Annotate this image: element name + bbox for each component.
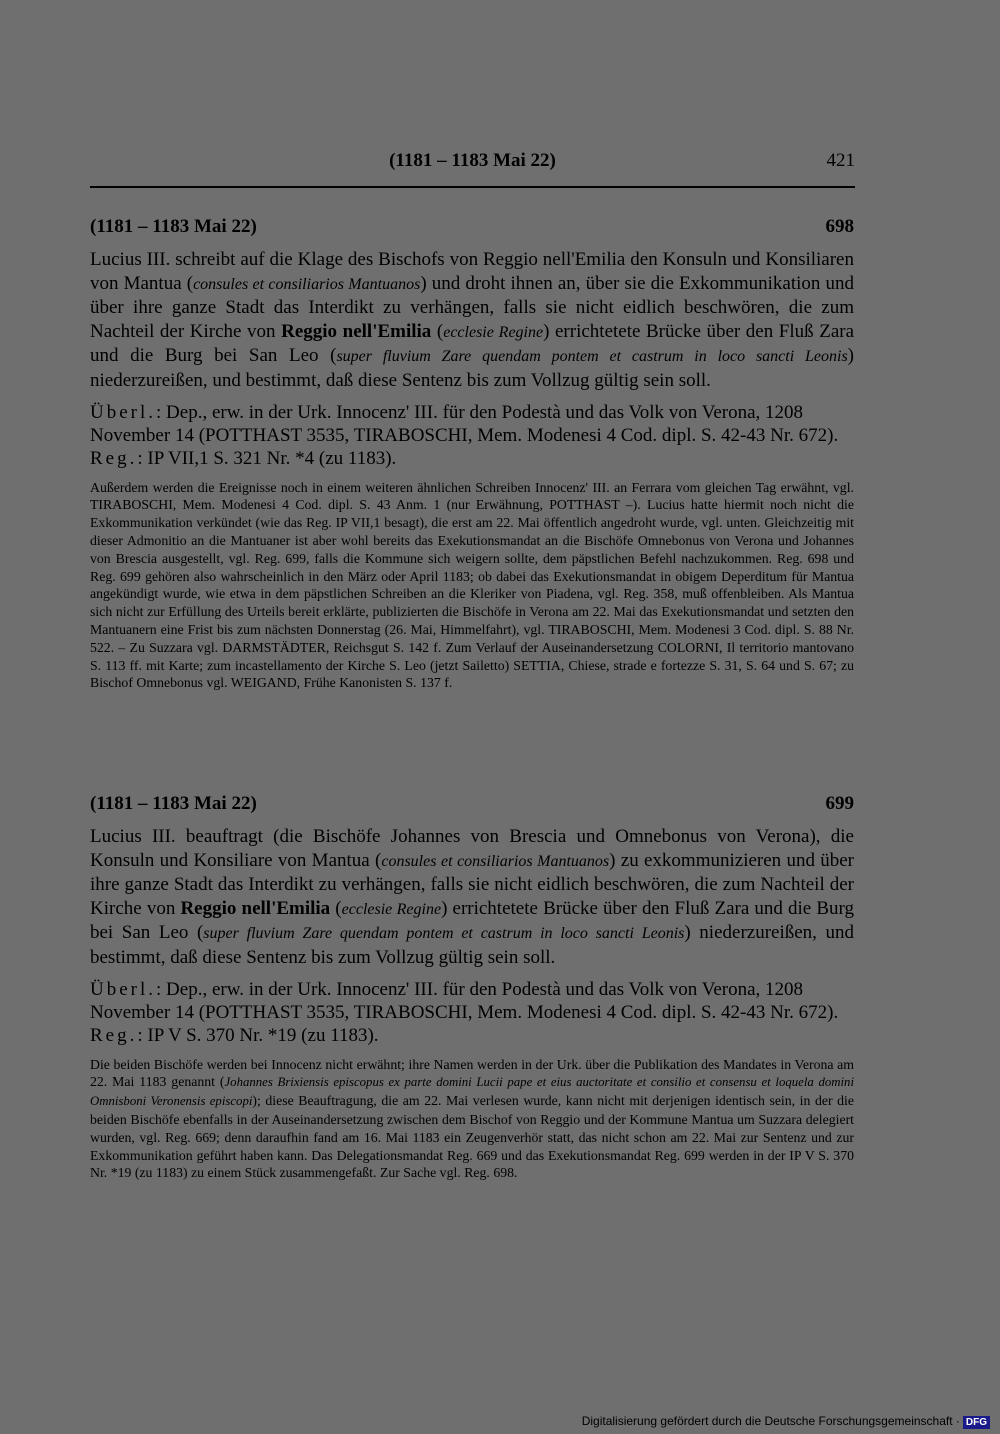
- footer-text: Digitalisierung gefördert durch die Deutsche Forschungsgemeinschaft ·: [581, 1414, 960, 1428]
- text-run: ) errichtetete Brücke über den Fluß Zara und die Burg bei San Leo (: [90, 320, 855, 367]
- text-run: ) errichtetete Brücke über den Fluß Zara und die Burg bei San Leo (: [90, 897, 855, 944]
- regest-entry-698: [90, 216, 854, 692]
- text-run: ); diese Beauftragung, die am 22. Mai verlesen wurde, kann nicht mit derjenigen identisch sein, in der die beiden Bischöfe ebenfalls in der Auseinandersetzung zwischen dem Bischof von Reggio und der Kommune Mantua um Suzzara delegiert wurden, vgl. Reg. 669; denn daraufhin fand am 16. Mai 1183 ein Zeugenverhör statt, das nicht schon am 22. Mai zur Sentenz und zur Exkommunikation geführt haben kann. Das Delegationsmandat Reg. 669 und das Exekutionsmandat Reg. 699 werden in der IP V S. 370 Nr. *19 (zu 1183) zu einem Stück zusammengefaßt. Zur Sache vgl. Reg. 698.: [90, 1093, 854, 1181]
- entry-head: [90, 216, 854, 248]
- text-run: ) zu exkommunizieren und über ihre ganze Stadt das Interdikt zu verhängen, falls sie nicht eidlich beschwören, die zum Nachteil der Kirche von: [90, 849, 855, 919]
- latin-quote: consules et consiliarios Mantuanos: [193, 275, 421, 293]
- reg-text: : IP V S. 370 Nr. *19 (zu 1183).: [137, 1024, 379, 1046]
- regest-ref: [90, 447, 854, 470]
- latin-quote: super fluvium Zare quendam pontem et castrum in loco sancti Leonis: [203, 925, 685, 943]
- latin-quote: ecclesie Regine: [443, 323, 544, 341]
- text-run: Lucius III. schreibt auf die Klage des Bischofs von Reggio nell'Emilia den Konsuln und Konsiliaren von Mantua (: [90, 249, 854, 294]
- dfg-logo: DFG: [963, 1416, 990, 1429]
- regest-ref: [90, 1024, 854, 1047]
- latin-quote: super fluvium Zare quendam pontem et castrum in loco sancti Leonis: [336, 348, 848, 366]
- ueberlieferung: [90, 978, 854, 1024]
- text-run: Die beiden Bischöfe werden bei Innocenz nicht erwähnt; ihre Namen werden in der Urk. über die Publikation des Mandates in Verona am 22. Mai 1183 genannt (: [90, 1056, 854, 1090]
- text-run: (: [330, 897, 342, 919]
- entry-references: [90, 978, 854, 1047]
- text-run: ) niederzureißen, und bestimmt, daß diese Sentenz bis zum Vollzug gültig sein soll.: [90, 345, 854, 391]
- entry-head: [90, 793, 854, 825]
- place-name: Reggio nell'Emilia: [281, 320, 432, 342]
- ueberl-text: : Dep., erw. in der Urk. Innocenz' III. für den Podestà und das Volk von Verona, 1208 November 14 (POTTHAST 3535, TIRABOSCHI, Mem. Modenesi 4 Cod. dipl. S. 42-43 Nr. 672).: [90, 401, 839, 446]
- ueberl-label: Überl.: [90, 401, 157, 423]
- ueberl-label: Überl.: [90, 978, 157, 1000]
- regest-entry-699: [90, 793, 854, 1182]
- text-run: Lucius III. beauftragt (die Bischöfe Johannes von Brescia und Omnebonus von Verona), die Konsuln und Konsiliare von Mantua (: [90, 826, 854, 871]
- text-run: (: [431, 320, 444, 342]
- entry-summary: [90, 825, 854, 970]
- text-run: ) niederzureißen, und bestimmt, daß diese Sentenz bis zum Vollzug gültig sein soll.: [90, 922, 854, 968]
- ueberl-text: : Dep., erw. in der Urk. Innocenz' III. für den Podestà und das Volk von Verona, 1208 November 14 (POTTHAST 3535, TIRABOSCHI, Mem. Modenesi 4 Cod. dipl. S. 42-43 Nr. 672).: [90, 978, 839, 1023]
- entry-number: 699: [825, 793, 854, 814]
- entry-date: (1181 – 1183 Mai 22): [90, 216, 257, 237]
- running-head: [90, 150, 855, 180]
- running-head-title: (1181 – 1183 Mai 22): [389, 150, 556, 171]
- place-name: Reggio nell'Emilia: [180, 897, 331, 919]
- page-number: 421: [826, 150, 855, 171]
- header-rule: [90, 186, 855, 188]
- reg-text: : IP VII,1 S. 321 Nr. *4 (zu 1183).: [137, 447, 397, 469]
- reg-label: Reg.: [90, 447, 138, 469]
- entry-note: [90, 1056, 854, 1183]
- entry-references: [90, 401, 854, 470]
- ueberlieferung: [90, 401, 854, 447]
- reg-label: Reg.: [90, 1024, 138, 1046]
- latin-quote: consules et consiliarios Mantuanos: [381, 852, 610, 870]
- latin-quote: ecclesie Regine: [341, 900, 442, 918]
- entry-date: (1181 – 1183 Mai 22): [90, 793, 257, 814]
- entry-number: 698: [825, 216, 854, 237]
- latin-quote: Johannes Brixiensis episcopus ex parte domini Lucii pape et eius auctoritate et consilio et consensu et loquela domini Omnisboni Veronensis episcopi: [90, 1075, 855, 1109]
- text-run: Außerdem werden die Ereignisse noch in einem weiteren ähnlichen Schreiben Innocenz' III. an Ferrara vom gleichen Tag erwähnt, vgl. TIRABOSCHI, Mem. Modenesi 4 Cod. dipl. S. 43 Anm. 1 (nur Erwähnung, POTTHAST –). Lucius hatte hiermit noch nicht die Exkommunikation verkündet (wie das Reg. IP VII,1 besagt), die erst am 22. Mai öffentlich angedroht wurde, vgl. unten. Gleichzeitig mit dieser Admonitio an die Mantuaner ist aber wohl bereits das Exekutionsmandat an die Bischöfe Omnebonus von Verona und Johannes von Brescia ausgestellt, vgl. Reg. 699, falls die Kommune sich weigern sollte, dem päpstlichen Befehl nachzukommen. Reg. 698 und Reg. 699 gehören also wahrscheinlich in den März oder April 1183; ob dabei das Exekutionsmandat in obigem Deperditum für Mantua angekündigt wurde, wie etwa in dem päpstlichen Schreiben an die Kleriker von Piadena, vgl. Reg. 358, muß offenbleiben. Als Mantua sich nicht zur Erfüllung des Urteils bereit erklärte, publizierten die Bischöfe in Verona am 22. Mai das Exekutionsmandat und setzten den Mantuanern eine Frist bis zum nächsten Donnerstag (26. Mai, Himmelfahrt), vgl. TIRABOSCHI, Mem. Modenesi 3 Cod. dipl. S. 88 Nr. 522. – Zu Suzzara vgl. DARMSTÄDTER, Reichsgut S. 142 f. Zum Verlauf der Auseinandersetzung COLORNI, Il territorio mantovano S. 113 ff. mit Karte; zum incastellamento der Kirche S. Leo (jetzt Sailetto) SETTIA, Chiese, strade e fortezze S. 31, S. 64 und S. 67; zu Bischof Omnebonus vgl. WEIGAND, Frühe Kanonisten S. 137 f.: [90, 479, 854, 691]
- footer-credit: [582, 1414, 990, 1429]
- entry-note: [90, 479, 854, 693]
- entry-summary: [90, 248, 854, 393]
- text-run: ) und droht ihnen an, über sie die Exkommunikation und über ihre ganze Stadt das Interdikt zu verhängen, falls sie nicht eidlich beschwören, die zum Nachteil der Kirche von: [90, 272, 854, 342]
